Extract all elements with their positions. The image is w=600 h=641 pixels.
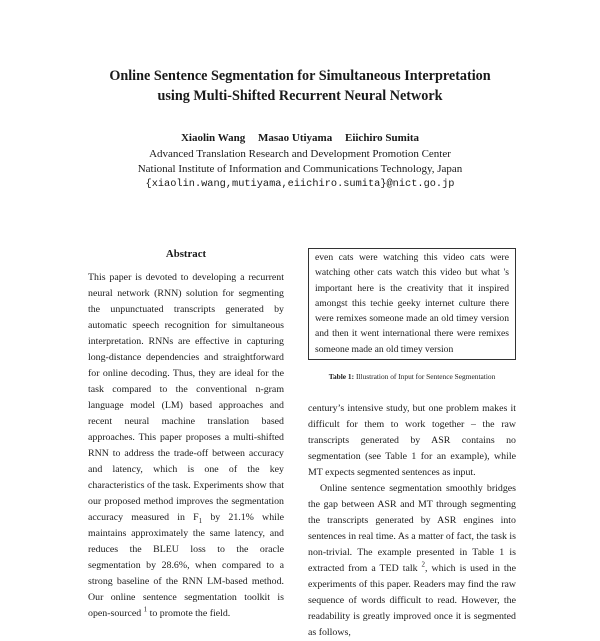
title-line-1: Online Sentence Segmentation for Simultaneous Interpretation — [109, 68, 491, 84]
affiliation-line-1: Advanced Translation Research and Development Promotion Center — [149, 148, 451, 160]
footnote-marker: 2 — [421, 560, 426, 569]
subscript: 1 — [198, 516, 203, 525]
table-caption-text: Illustration of Input for Sentence Segmentation — [354, 372, 496, 382]
left-column — [88, 246, 284, 622]
body-paragraph-1: century’s intensive study, but one problem makes it difficult for them to work together – the raw transcripts generated by ASR contains no segmentation (see Table 1 for an example), while MT expects segmented sentences as input. — [308, 403, 516, 479]
example-transcript-box: even cats were watching this video cats were watching other cats watch this video but what 's important here is the creativity that it inspired amongst this techie geeky internet culture there were remixes someone made an old timey version and then it went international there were remixes someone made an old timey version — [308, 248, 516, 360]
abstract-text-part: by 21.1% while maintains approximately the same latency, and reduces the BLEU loss to the oracle segmentation by 28.6%, when compared to a strong baseline of the RNN LM-based method. Our online sentence segmentation toolkit is open-sourced — [88, 512, 285, 619]
body-paragraph-2 — [308, 481, 516, 641]
affiliation-line-2: National Institute of Information and Communications Technology, Japan — [137, 163, 463, 175]
author-emails: {xiaolin.wang,mutiyama,eiichiro.sumita}@nict.go.jp — [145, 178, 455, 190]
abstract-text-part: to promote the field. — [147, 608, 231, 619]
title-line-2: using Multi-Shifted Recurrent Neural Network — [157, 88, 443, 104]
paragraph-text-part: , which is used in the experiments of this paper. Readers may find the raw sequence of words difficult to read. However, the readability is greatly improved once it is segmented as follows, — [308, 563, 516, 639]
abstract-text-part: This paper is devoted to developing a recurrent neural network (RNN) solution for segmenting the unpunctuated transcripts generated by automatic speech recognition for simultaneous interpretation. RNNs are effective in capturing long-distance dependencies and straightforward for online decoding. Thus, they are ideal for the task compared to the conventional n-gram language model (LM) based approaches and recent neural machine translation based approaches. This paper proposes a multi-shifted RNN to address the trade-off between accuracy and latency, which is one of the key characteristics of the task. Experiments show that our proposed method improves the segmentation accuracy measured in F — [88, 272, 284, 523]
paper-title — [60, 66, 540, 106]
table-caption — [308, 371, 516, 383]
table-label: Table 1: — [328, 372, 355, 382]
author-name: Xiaolin Wang — [180, 132, 246, 144]
paragraph-text-part: Online sentence segmentation smoothly bridges the gap between ASR and MT through segmenting the transcripts generated by ASR engines into sentences in real time. As a matter of fact, the task is non-trivial. The example presented in Table 1 is extracted from a TED talk — [308, 483, 516, 575]
abstract-heading: Abstract — [165, 248, 207, 260]
author-name: Eiichiro Sumita — [344, 132, 420, 144]
footnote-marker: 1 — [143, 605, 148, 614]
abstract-text — [88, 270, 284, 622]
right-column — [308, 246, 516, 641]
author-list — [60, 131, 540, 146]
author-name: Masao Utiyama — [257, 132, 333, 144]
